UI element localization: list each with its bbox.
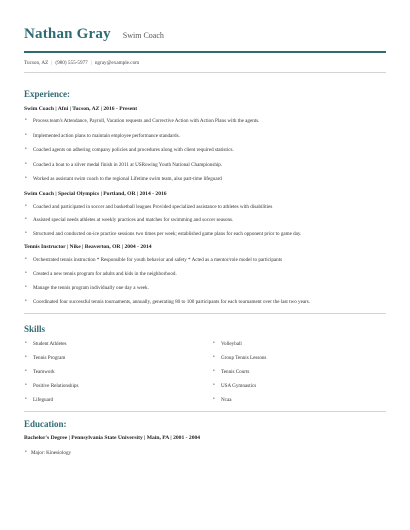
skills-section bbox=[24, 324, 386, 411]
list-item: • Structured and conducted on-ice practice sessions two times per week; established game plans for each opponent prior to game day. bbox=[24, 231, 386, 237]
job-bullets bbox=[24, 118, 386, 182]
list-item: • Student Athletes bbox=[24, 341, 212, 347]
list-item: • Worked as assistant swim coach to the regional Lifetime swim team, also part-time lifeguard bbox=[24, 176, 386, 182]
list-item: • Coordinated four successful tennis tournaments, annually, generating 80 to 100 participants for each tournament over the last two years. bbox=[24, 299, 386, 305]
list-item: • Assisted special needs athletes at weekly practices and matches for swimming and soccer seasons. bbox=[24, 217, 386, 223]
contact-divider bbox=[24, 72, 386, 73]
list-item: • Major: Kinesiology bbox=[24, 450, 386, 456]
experience-title: Experience: bbox=[24, 89, 70, 99]
list-item: • Tennis Program bbox=[24, 355, 212, 361]
list-item: • Tennis Courts bbox=[212, 369, 386, 375]
list-item: • Manage the tennis program individually one day a week. bbox=[24, 285, 386, 291]
contact-separator: | bbox=[51, 60, 53, 66]
contact-phone: (980) 555-5977 bbox=[55, 60, 88, 66]
job-bullets bbox=[24, 257, 386, 305]
resume-header bbox=[24, 0, 386, 73]
list-item: • Volleyball bbox=[212, 341, 386, 347]
experience-section bbox=[24, 89, 386, 305]
list-item: • Coached a boat to a silver medal finish in 2011 at USRowing Youth National Championship. bbox=[24, 162, 386, 168]
list-item: • Lifeguard bbox=[24, 397, 212, 403]
candidate-name: Nathan Gray bbox=[24, 26, 111, 42]
list-item: • Teamwork bbox=[24, 369, 212, 375]
list-item: • Ncaa bbox=[212, 397, 386, 403]
candidate-role: Swim Coach bbox=[122, 31, 164, 40]
education-title: Education: bbox=[24, 419, 67, 429]
list-item: • Implemented action plans to maintain employee performance standards. bbox=[24, 133, 386, 139]
section-divider bbox=[24, 313, 386, 314]
header-rule bbox=[24, 51, 386, 53]
contact-separator: | bbox=[90, 60, 92, 66]
education-section bbox=[24, 419, 386, 456]
list-item: • Coached and participated in soccer and basketball leagues Provided specialized assistance to athletes with disabilities bbox=[24, 204, 386, 210]
degree-heading: Bachelor's Degree | Pennsylvania State University | Main, PA | 2001 - 2004 bbox=[24, 435, 201, 441]
job-entry bbox=[24, 191, 386, 237]
list-item: • Orchestrated tennis instruction * Responsible for youth behavior and safety * Acted as a mentor/role model to participants bbox=[24, 257, 386, 263]
contact-line bbox=[24, 60, 386, 66]
list-item: • Process team's Attendance, Payroll, Vacation requests and Corrective Action with Action Plans with the agents. bbox=[24, 118, 386, 124]
skills-title: Skills bbox=[24, 324, 46, 334]
skills-column-left bbox=[24, 341, 212, 411]
name-row bbox=[24, 26, 386, 43]
job-entry bbox=[24, 106, 386, 182]
section-divider bbox=[24, 411, 386, 412]
skills-column-right bbox=[212, 341, 386, 411]
list-item: • Positive Relationships bbox=[24, 383, 212, 389]
list-item: • Group Tennis Lessons bbox=[212, 355, 386, 361]
job-heading: Swim Coach | Special Olympics | Portland, OR | 2014 - 2016 bbox=[24, 190, 167, 197]
skills-grid bbox=[24, 341, 386, 411]
education-details bbox=[24, 450, 386, 456]
job-heading: Tennis Instructor | Nike | Beaverton, OR | 2004 - 2014 bbox=[24, 244, 152, 250]
list-item: • Coached agents on adhering company policies and procedures along with client required statistics. bbox=[24, 147, 386, 153]
job-heading: Swim Coach | Afni | Tucson, AZ | 2016 - Present bbox=[24, 106, 138, 112]
list-item: • Created a new tennis program for adults and kids in the neighborhood. bbox=[24, 271, 386, 277]
contact-email[interactable]: ngray@example.com bbox=[94, 60, 140, 66]
job-bullets bbox=[24, 204, 386, 237]
job-entry bbox=[24, 244, 386, 305]
contact-location: Tucson, AZ bbox=[24, 60, 49, 66]
list-item: • USA Gymnastics bbox=[212, 383, 386, 389]
